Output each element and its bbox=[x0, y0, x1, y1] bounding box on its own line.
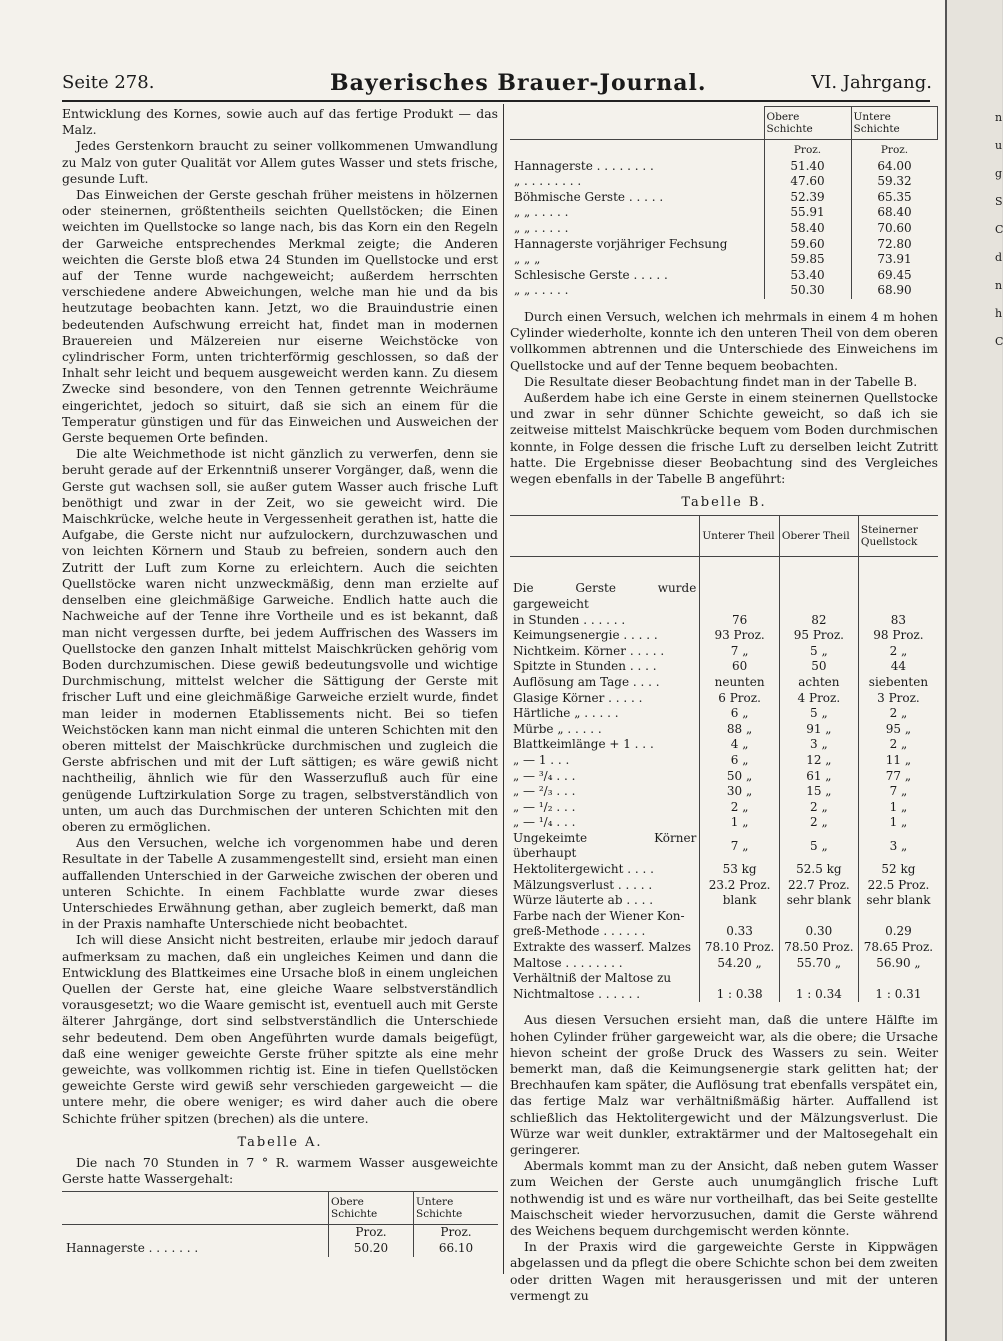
table-row bbox=[510, 190, 938, 206]
row-label: Hannagerste . . . . . . . bbox=[66, 1241, 199, 1255]
cell: 53.40 bbox=[764, 268, 851, 284]
cell: 77 „ bbox=[858, 769, 938, 785]
table-row bbox=[510, 659, 938, 675]
row-label: Hektolitergewicht . . . . bbox=[513, 862, 654, 877]
row-label: Mürbe „ . . . . . bbox=[513, 721, 602, 736]
cell: 3 „ bbox=[858, 831, 938, 862]
cell: 6 „ bbox=[700, 753, 780, 769]
cell: 51.40 bbox=[764, 159, 851, 175]
edge-fragment: S bbox=[995, 195, 1003, 208]
cell: 83 bbox=[858, 613, 938, 629]
cell: 50 bbox=[779, 659, 858, 675]
row-label: Auflösung am Tage . . . . bbox=[513, 674, 660, 689]
table-row bbox=[510, 769, 938, 785]
row-label: Härtliche „ . . . . . bbox=[513, 706, 619, 721]
row-label: in Stunden . . . . . . bbox=[513, 612, 626, 627]
cell: 54.20 „ bbox=[700, 956, 780, 972]
table-row bbox=[510, 956, 938, 972]
cell: 61 „ bbox=[779, 769, 858, 785]
row-label: Verhältniß der Maltose zu bbox=[513, 971, 672, 986]
table-a-start bbox=[62, 1191, 498, 1256]
cell: 50.30 bbox=[764, 283, 851, 299]
row-label: „ . . . . . . . . bbox=[514, 174, 582, 189]
row-label: „ „ . . . . . bbox=[514, 220, 569, 235]
table-row bbox=[510, 971, 938, 987]
page-number: Seite 278. bbox=[62, 72, 155, 93]
cell: 2 „ bbox=[858, 737, 938, 753]
cell: achten bbox=[779, 675, 858, 691]
table-row bbox=[510, 268, 938, 284]
cell: 30 „ bbox=[700, 784, 780, 800]
cell: sehr blank bbox=[858, 893, 938, 909]
table-row bbox=[510, 205, 938, 221]
cell: 76 bbox=[700, 613, 780, 629]
cell: 50 „ bbox=[700, 769, 780, 785]
cell: 60 bbox=[700, 659, 780, 675]
cell: blank bbox=[700, 893, 780, 909]
table-row bbox=[510, 628, 938, 644]
cell: 55.70 „ bbox=[779, 956, 858, 972]
cell: 73.91 bbox=[851, 252, 938, 268]
row-label: „ — ¹/₂ . . . bbox=[513, 799, 576, 814]
cell: 70.60 bbox=[851, 221, 938, 237]
table-a-continued bbox=[510, 106, 938, 299]
cell: 59.85 bbox=[764, 252, 851, 268]
paragraph: Jedes Gerstenkorn braucht zu seiner vollkommenen Umwandlung zu Malz von guter Qualität vor Allem gutes Wasser und stets frische, gesunde Luft. bbox=[62, 138, 498, 186]
row-label: „ „ . . . . . bbox=[514, 205, 569, 220]
table-row bbox=[510, 862, 938, 878]
page-header bbox=[62, 72, 932, 100]
cell: siebenten bbox=[858, 675, 938, 691]
table-row bbox=[510, 644, 938, 660]
table-a-title: Tabelle A. bbox=[237, 1134, 323, 1150]
cell: 78.50 Proz. bbox=[779, 940, 858, 956]
cell: 66.10 bbox=[414, 1241, 499, 1257]
edge-fragment: C bbox=[995, 335, 1003, 348]
cell: 58.40 bbox=[764, 221, 851, 237]
table-a-intro: Die nach 70 Stunden in 7 ° R. warmem Wasser ausgeweichte Gerste hatte Wassergehalt: bbox=[62, 1155, 498, 1187]
paragraph: Aus diesen Versuchen ersieht man, daß die untere Hälfte im hohen Cylinder früher gargeweicht war, als die obere; die Ursache hievon scheint der große Druck des Wassers zu sein. Weiter bemerkt man, daß die Keimungsenergie stark gelitten hat; der Brechhaufen kam später, die Auflösung trat ebenfalls verspätet ein, das fertige Malz war verhältnißmäßig härter. Auffallend ist schließlich das Hektolitergewicht und der Mälzungsverlust. Die Würze war weit dunkler, extraktärmer und der Maltosegehalt ein geringerer. bbox=[510, 1012, 938, 1158]
cell: 15 „ bbox=[779, 784, 858, 800]
unit: Proz. bbox=[414, 1225, 499, 1241]
cell: 7 „ bbox=[700, 831, 780, 862]
row-label: Mälzungsverlust . . . . . bbox=[513, 877, 653, 892]
row-label: Nichtmaltose . . . . . . bbox=[513, 986, 641, 1001]
cell bbox=[779, 909, 858, 925]
cell: 44 bbox=[858, 659, 938, 675]
row-label: „ „ „ bbox=[514, 252, 541, 267]
edge-fragment: g bbox=[995, 167, 1003, 180]
cell: neunten bbox=[700, 675, 780, 691]
right-column bbox=[510, 106, 938, 1304]
table-row bbox=[510, 909, 938, 925]
paragraph: Die Resultate dieser Beobachtung findet man in der Tabelle B. bbox=[524, 373, 918, 389]
cell: 1 : 0.34 bbox=[779, 987, 858, 1003]
edge-fragment: n bbox=[995, 111, 1003, 124]
cell bbox=[779, 971, 858, 987]
cell: 5 „ bbox=[779, 644, 858, 660]
row-label: Ungekeimte Körner überhaupt bbox=[513, 830, 697, 861]
edge-fragment: u bbox=[995, 139, 1003, 152]
cell bbox=[858, 971, 938, 987]
cell bbox=[700, 971, 780, 987]
cell: 65.35 bbox=[851, 190, 938, 206]
cell: 52 kg bbox=[858, 862, 938, 878]
cell: 1 „ bbox=[858, 815, 938, 831]
adjacent-page-edge bbox=[945, 0, 1002, 1341]
row-label: Keimungsenergie . . . . . bbox=[513, 628, 658, 643]
cell: 3 „ bbox=[779, 737, 858, 753]
row-label: Nichtkeim. Körner . . . . . bbox=[513, 643, 665, 658]
cell bbox=[700, 581, 780, 612]
cell: 2 „ bbox=[700, 800, 780, 816]
col-header: Obere Schichte bbox=[329, 1192, 414, 1225]
paragraph: Abermals kommt man zu der Ansicht, daß neben gutem Wasser zum Weichen der Gerste auch unumgänglich frische Luft nothwendig ist und es wäre nur vortheilhaft, das bei Seite gestellte Maischscheit wieder hervorzusuchen, damit die Gerste während des Weichens bequem durchgemischt werden könnte. bbox=[510, 1158, 938, 1239]
row-label: „ — ³/₄ . . . bbox=[513, 768, 576, 783]
cell: 52.39 bbox=[764, 190, 851, 206]
row-label: Würze läuterte ab . . . . bbox=[513, 893, 654, 908]
paragraph: Außerdem habe ich eine Gerste in einem steinernen Quellstocke und zwar in sehr dünner Schichte geweicht, so daß ich sie zeitweise mittelst Maischkrücke bequem vom Boden durchmischen konnte, in Folge dessen die frische Luft zu derselben leicht Zutritt hatte. Die Ergebnisse dieser Beobachtung sind des Vergleiches wegen ebenfalls in der Tabelle B angeführt: bbox=[510, 389, 938, 486]
col-header: Untere Schichte bbox=[414, 1192, 499, 1225]
table-row bbox=[510, 675, 938, 691]
table-row bbox=[510, 237, 938, 253]
table-b-title: Tabelle B. bbox=[681, 495, 767, 511]
table-row bbox=[510, 800, 938, 816]
row-label: Spitzte in Stunden . . . . bbox=[513, 659, 657, 674]
table-row bbox=[510, 831, 938, 862]
cell: 5 „ bbox=[779, 706, 858, 722]
row-label: „ „ . . . . . bbox=[514, 283, 569, 298]
row-label: Schlesische Gerste . . . . . bbox=[514, 267, 668, 282]
cell: 1 „ bbox=[858, 800, 938, 816]
row-label: Böhmische Gerste . . . . . bbox=[514, 189, 664, 204]
cell: 95 „ bbox=[858, 722, 938, 738]
col-header: Unterer Theil bbox=[700, 516, 780, 557]
cell: 22.7 Proz. bbox=[779, 878, 858, 894]
row-label: Extrakte des wasserf. Malzes bbox=[513, 940, 692, 955]
edge-fragment: h bbox=[995, 307, 1003, 320]
header-rule bbox=[62, 100, 930, 102]
column-divider bbox=[503, 104, 504, 1274]
edge-fragment: d bbox=[995, 251, 1003, 264]
cell: 59.32 bbox=[851, 174, 938, 190]
cell: 7 „ bbox=[858, 784, 938, 800]
table-row bbox=[510, 613, 938, 629]
row-label: Hannagerste . . . . . . . . bbox=[514, 158, 654, 173]
cell: 4 „ bbox=[700, 737, 780, 753]
table-row bbox=[510, 706, 938, 722]
cell: 69.45 bbox=[851, 268, 938, 284]
cell: 78.65 Proz. bbox=[858, 940, 938, 956]
row-label: „ — 1 . . . bbox=[513, 752, 570, 767]
cell: 2 „ bbox=[779, 800, 858, 816]
paragraph: Das Einweichen der Gerste geschah früher meistens in hölzernen oder steinernen, größtentheils seichten Quellstöcken; die Einen weichten im Quellstocke so lange nach, bis das Korn ein den Regeln der Garweiche entsprechendes Merkmal zeigte; die Anderen weichten die Gerste bloß etwa 24 Stunden im Quellstocke und erst auf der Tenne wurde nachgeweicht; außerdem herrschten verschiedene andere Abweichungen, welche man hie und da bis heutzutage beobachten kann. Jetzt, wo die Brauindustrie einen bedeutenden Aufschwung erreicht hat, findet man in modernen Brauereien und Mälzereien nur eiserne Weichstöcke von cylindrischer Form, unten trichterförmig geschlossen, so daß der Inhalt sehr leicht und bequem ausgeweicht werden kann. Zu diesem Zwecke sind besondere, von den Tennen getrennte Weichräume eingerichtet, jedoch so situirt, daß sie sich an einem für die Temperatur günstigen und für das Einweichen und Ausweichen der Gerste bequemen Orte befinden. bbox=[62, 187, 498, 446]
table-row bbox=[510, 753, 938, 769]
cell: 2 „ bbox=[858, 644, 938, 660]
row-label: „ — ²/₃ . . . bbox=[513, 784, 576, 799]
cell: 68.40 bbox=[851, 205, 938, 221]
table-row bbox=[510, 987, 938, 1003]
row-label: Glasige Körner . . . . . bbox=[513, 690, 643, 705]
cell bbox=[858, 581, 938, 612]
cell: 4 Proz. bbox=[779, 691, 858, 707]
cell: sehr blank bbox=[779, 893, 858, 909]
row-label: Hannagerste vorjähriger Fechsung bbox=[514, 236, 728, 251]
cell: 1 : 0.38 bbox=[700, 987, 780, 1003]
cell: 12 „ bbox=[779, 753, 858, 769]
cell: 7 „ bbox=[700, 644, 780, 660]
cell: 88 „ bbox=[700, 722, 780, 738]
cell: 2 „ bbox=[779, 815, 858, 831]
cell: 53 kg bbox=[700, 862, 780, 878]
paragraph: Die alte Weichmethode ist nicht gänzlich zu verwerfen, denn sie beruht gerade auf der Erkenntniß unserer Vorgänger, daß, wenn die Gerste gut wachsen soll, sie außer gutem Wasser auch frische Luft benöthigt und zwar in der Zeit, wo sie geweicht wird. Die Maischkrücke, welche heute in Vergessenheit gerathen ist, hatte die Aufgabe, die Gerste nicht nur aufzulockern, durchzuwaschen und von leichten Körnern und Staub zu befreien, sondern auch den Zutritt der Luft zum Korne zu erleichtern. Auch die seichten Quellstöcke waren nicht unzweckmäßig, denn man erzielte auf denselben eine gleichmäßige Garweiche. Endlich hatte auch die Nachweiche auf der Tenne ihre Vortheile und es ist bekannt, daß man nicht vergessen durfte, bei jedem Auffrischen des Wassers im Quellstocke den ganzen Inhalt mittelst Maischkrücken gehörig vom Boden durchzumischen. Diese gewiß bedeutungsvolle und wichtige Durchmischung, mittelst welcher die Sättigung der Gerste mit frischer Luft und eine gleichmäßige Garweiche erzielt wurde, findet man leider in modernen Etablissements nicht. Bei so tiefen Weichstöcken kann man nicht einmal die unteren Schichten mit den oberen mittelst der Maischkrücke durchmischen und zugleich die Gerste abfrischen und mit der Luft sättigen; es wäre gewiß nicht nachtheilig, ähnlich wie für den Wasserzufluß auch für eine genügende Luftzirkulation Sorge zu tragen, selbstverständlich von unten, um auch das Durchmischen der unteren Schichten mit den oberen zu ermöglichen. bbox=[62, 446, 498, 834]
cell: 22.5 Proz. bbox=[858, 878, 938, 894]
col-header: Obere Schichte bbox=[764, 107, 851, 140]
journal-title: Bayerisches Brauer-Journal. bbox=[330, 70, 707, 96]
cell: 47.60 bbox=[764, 174, 851, 190]
cell: 59.60 bbox=[764, 237, 851, 253]
cell: 0.30 bbox=[779, 924, 858, 940]
table-row bbox=[510, 174, 938, 190]
paragraph: Ich will diese Ansicht nicht bestreiten, erlaube mir jedoch darauf aufmerksam zu machen, daß ein ungleiches Keimen und dann die Entwicklung des Blattkeimes eine Ursache bloß in einem ungleichen Quellen der Gerste hat, eine gleiche Waare selbstverständlich vorausgesetzt; wo die Waare gemischt ist, eventuell auch mit Gerste älterer Jahrgänge, dort sind selbstverständlich die Unterschiede sehr bedeutend. Dem oben Angeführten wurde damals beigefügt, daß eine weniger geweichte Gerste früher spitzte als eine mehr geweichte, was vollkommen richtig ist. Eine in tiefen Quellstöcken geweichte Gerste wird gewiß sehr verschieden gargeweicht — die untere mehr, die obere weniger; es wird daher auch die obere Schichte früher spitzen (brechen) als die untere. bbox=[62, 932, 498, 1126]
row-label: Die Gerste wurde gargeweicht bbox=[513, 581, 697, 611]
volume-label: VI. Jahrgang. bbox=[811, 72, 932, 93]
cell bbox=[700, 909, 780, 925]
table-row bbox=[510, 722, 938, 738]
paragraph: In der Praxis wird die gargeweichte Gerste in Kippwägen abgelassen und da pflegt die obere Schichte schon bei dem zweiten oder dritten Wagen mit herausgerissen und mit der unteren vermengt zu bbox=[510, 1239, 938, 1303]
cell: 6 Proz. bbox=[700, 691, 780, 707]
table-row bbox=[510, 581, 938, 612]
cell: 72.80 bbox=[851, 237, 938, 253]
cell: 50.20 bbox=[329, 1241, 414, 1257]
unit: Proz. bbox=[329, 1225, 414, 1241]
edge-fragment: n bbox=[995, 279, 1003, 292]
unit: Proz. bbox=[851, 140, 938, 159]
cell: 91 „ bbox=[779, 722, 858, 738]
table-row bbox=[510, 252, 938, 268]
cell: 0.33 bbox=[700, 924, 780, 940]
cell: 1 : 0.31 bbox=[858, 987, 938, 1003]
cell: 78.10 Proz. bbox=[700, 940, 780, 956]
row-label: „ — ¹/₄ . . . bbox=[513, 815, 576, 830]
table-row bbox=[510, 940, 938, 956]
cell: 11 „ bbox=[858, 753, 938, 769]
cell: 95 Proz. bbox=[779, 628, 858, 644]
cell: 64.00 bbox=[851, 159, 938, 175]
cell: 52.5 kg bbox=[779, 862, 858, 878]
paragraph: Aus den Versuchen, welche ich vorgenommen habe und deren Resultate in der Tabelle A zusammengestellt sind, ersieht man einen auffallenden Unterschied in der Garweiche zwischen der oberen und unteren Schichte. In einem Fachblatte wurde zwar dieses Unterschiedes Erwähnung gethan, aber zugleich bemerkt, daß man in der Praxis namhafte Unterschiede nicht beobachtet. bbox=[62, 835, 498, 932]
paragraph: Durch einen Versuch, welchen ich mehrmals in einem 4 m hohen Cylinder wiederholte, konnte ich den unteren Theil von dem oberen vollkommen abtrennen und die Unterschiede des Einweichens im Quellstocke und auf der Tenne bequem beobachten. bbox=[510, 308, 938, 373]
left-column bbox=[62, 106, 498, 1257]
table-row bbox=[510, 924, 938, 940]
cell: 98 Proz. bbox=[858, 628, 938, 644]
row-label: Maltose . . . . . . . . bbox=[513, 955, 623, 970]
row-label: greß-Methode . . . . . . bbox=[513, 924, 646, 939]
table-row bbox=[510, 878, 938, 894]
col-header: Oberer Theil bbox=[779, 516, 858, 557]
table-row bbox=[510, 691, 938, 707]
table-b bbox=[510, 515, 938, 1002]
table-row bbox=[510, 159, 938, 175]
table-row bbox=[510, 893, 938, 909]
cell bbox=[858, 909, 938, 925]
cell: 1 „ bbox=[700, 815, 780, 831]
col-header: Steinerner Quellstock bbox=[858, 516, 938, 557]
cell: 3 Proz. bbox=[858, 691, 938, 707]
row-label: Farbe nach der Wiener Kon- bbox=[513, 908, 685, 923]
cell: 23.2 Proz. bbox=[700, 878, 780, 894]
cell bbox=[779, 581, 858, 612]
table-row bbox=[510, 283, 938, 299]
edge-fragment: C bbox=[995, 223, 1003, 236]
col-header: Untere Schichte bbox=[851, 107, 938, 140]
cell: 6 „ bbox=[700, 706, 780, 722]
table-row bbox=[510, 784, 938, 800]
unit: Proz. bbox=[764, 140, 851, 159]
cell: 5 „ bbox=[779, 831, 858, 862]
cell: 0.29 bbox=[858, 924, 938, 940]
cell: 93 Proz. bbox=[700, 628, 780, 644]
paragraph: Entwicklung des Kornes, sowie auch auf das fertige Produkt — das Malz. bbox=[62, 106, 498, 138]
cell: 56.90 „ bbox=[858, 956, 938, 972]
cell: 82 bbox=[779, 613, 858, 629]
table-row bbox=[510, 737, 938, 753]
cell: 2 „ bbox=[858, 706, 938, 722]
table-row bbox=[510, 815, 938, 831]
cell: 55.91 bbox=[764, 205, 851, 221]
cell: 68.90 bbox=[851, 283, 938, 299]
row-label: Blattkeimlänge + 1 . . . bbox=[513, 737, 654, 752]
table-row bbox=[510, 221, 938, 237]
